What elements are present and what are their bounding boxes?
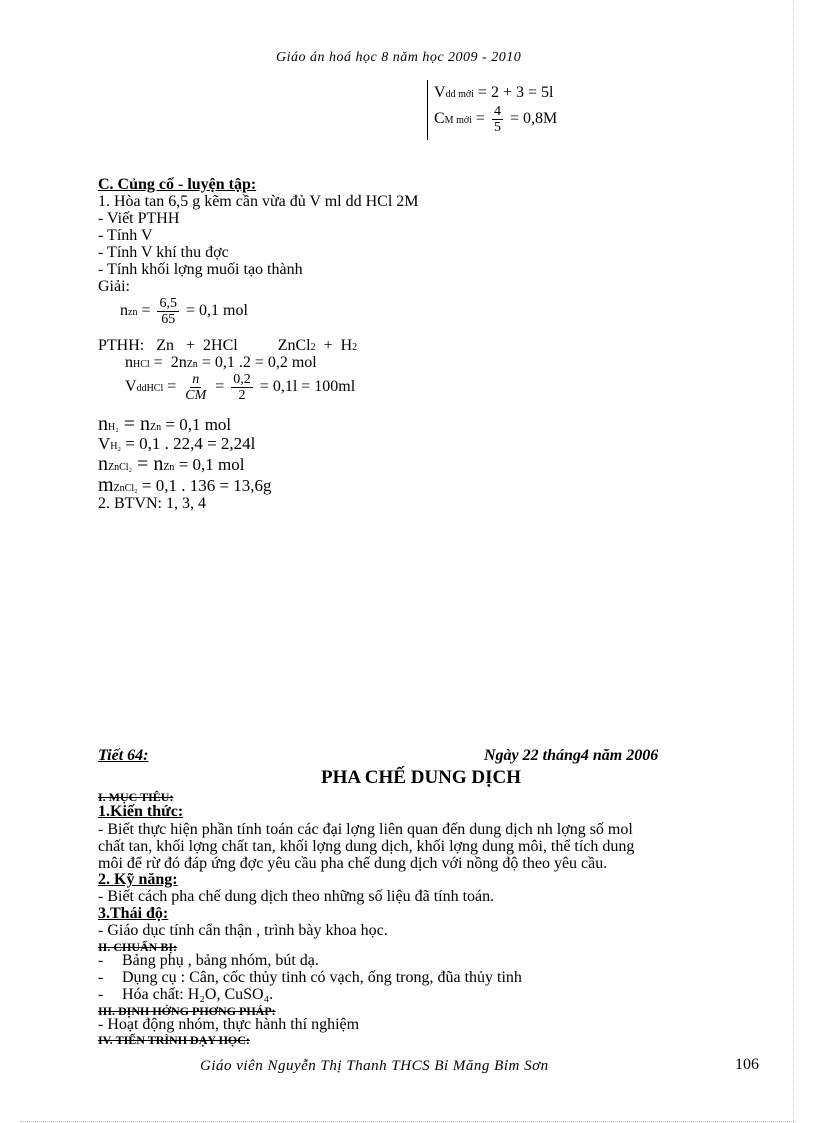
lesson-date: Ngày 22 tháng4 năm 2006 [484,747,659,764]
section-c-heading: C. Củng cố - luyện tập: [98,176,257,193]
knowledge-line-1: - Biết thực hiện phần tính toán các đại lợng liên quan đến dung dịch nh lợng số mol [98,821,633,838]
footer-author: Giáo viên Nguyễn Thị Thanh THCS Bỉ Măng Bỉm Sơn [200,1058,549,1074]
page-edge-dots [793,0,794,1123]
skills-text: - Biết cách pha chế dung dịch theo những số liệu đã tính toán. [98,888,495,905]
exercise-line-2: - Viết PTHH [98,210,180,227]
pthh-equation: PTHH: Zn + 2HCl ZnCl2 + H2 [98,337,358,354]
exercise-line-1: 1. Hòa tan 6,5 g kẽm cần vừa đủ V ml dd HCl 2M [98,193,419,210]
prep-heading: II. CHUẨN BỊ: [98,940,178,954]
knowledge-line-3: môi để rừ đó đáp ứng đợc yêu cầu pha chế dung dịch với nồng độ theo yêu cầu. [98,855,608,872]
solution-label: Giải: [98,278,130,295]
n-h2-line: nH₂ = nZn = 0,1 mol [98,413,232,435]
method-heading: III. ĐỊNH HỚNG PHƠNG PHÁP: [98,1004,276,1018]
n-zncl2-line: nZnCl₂ = nZn = 0,1 mol [98,453,245,475]
method-text: - Hoạt động nhóm, thực hành thí nghiệm [98,1016,360,1033]
m-zncl2-line: mZnCl₂ = 0,1 . 136 = 13,6g [98,474,272,496]
v-h2-line: VH₂ = 0,1 . 22,4 = 2,24l [98,434,256,453]
exercise-line-3: - Tính V [98,227,153,244]
footer-divider [20,1121,796,1122]
exercise-line-4: - Tính V khí thu đợc [98,244,229,261]
objectives-heading: I. MỤC TIÊU: [98,790,174,804]
exercise-line-5: - Tính khối lợng muối tạo thành [98,261,303,278]
v-hcl-equation: VddHCl = $\frac{n}{CM}$ = $\frac{0,2}{2}$ = 0,1l = 100ml [125,372,356,403]
v-new-line: Vdd mới = 2 + 3 = 5l [434,84,554,101]
lesson-period: Tiết 64: [98,747,149,764]
homework-line: 2. BTVN: 1, 3, 4 [98,495,206,512]
knowledge-line-2: chất tan, khối lợng chất tan, khối lợng dung dịch, khối lợng dung môi, thể tích dung [98,838,635,855]
cm-fraction: $\frac{4}{5}$ [493,104,501,135]
knowledge-heading: 1.Kiến thức: [98,803,184,820]
process-heading: IV. TIẾN TRÌNH DẠY HỌC: [98,1033,250,1047]
solution-bracket [427,80,428,140]
page-header: Giáo án hoá học 8 năm học 2009 - 2010 [276,50,522,65]
skills-heading: 2. Kỹ năng: [98,871,178,888]
n-hcl-equation: nHCl = 2nZn = 0,1 .2 = 0,2 mol [125,354,317,371]
n-zn-equation: nzn = $\frac{6,5}{65}$ = 0,1 mol [120,296,248,327]
attitude-heading: 3.Thái độ: [98,905,169,922]
prep-item: - Dụng cụ : Cân, cốc thủy tinh có vạch, ống trong, đũa thủy tinh [98,969,522,986]
page-number: 106 [735,1056,759,1073]
lesson-title: PHA CHẾ DUNG DỊCH [321,767,522,788]
attitude-text: - Giáo dục tính cẩn thận , trình bày khoa học. [98,922,388,939]
cm-new-line: CM mới = $\frac{4}{5}$ = 0,8M [434,104,558,135]
prep-item: - Bảng phụ , bảng nhóm, bút dạ. [98,952,319,969]
prep-item: - Hóa chất: H₂O, CuSO₄. [98,986,274,1003]
